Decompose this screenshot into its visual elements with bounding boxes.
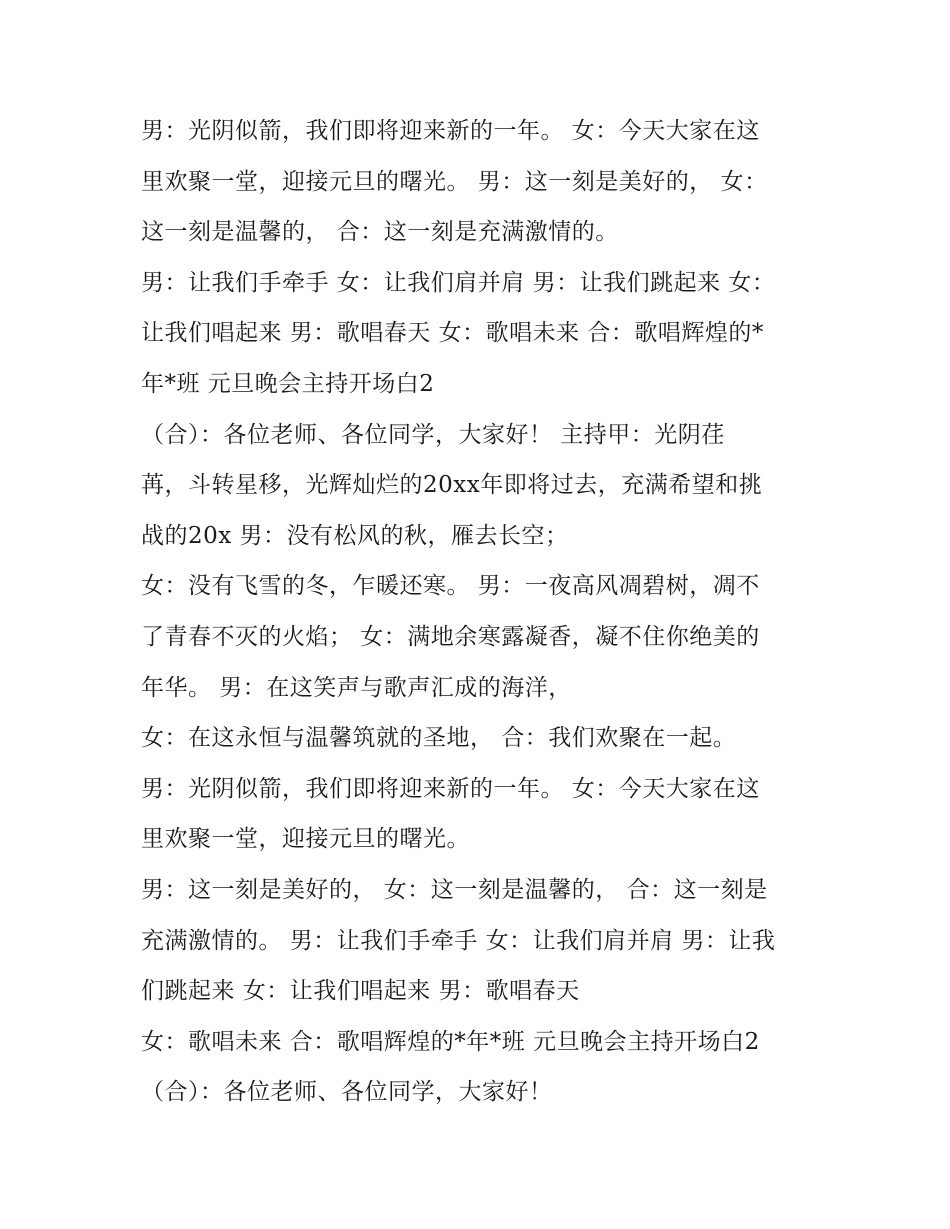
text-line: 里欢聚一堂，迎接元旦的曙光。 男：这一刻是美好的， 女：	[141, 168, 768, 195]
text-line: 年华。 男：在这笑声与歌声汇成的海洋，	[141, 674, 572, 701]
text-line: 女：没有飞雪的冬，乍暖还寒。 男：一夜高风凋碧树，凋不	[141, 573, 760, 600]
text-line: 年*班 元旦晚会主持开场白2	[141, 370, 435, 397]
text-line: 女：在这永恒与温馨筑就的圣地， 合：我们欢聚在一起。	[141, 725, 737, 752]
text-line: 男：光阴似箭，我们即将迎来新的一年。 女：今天大家在这	[141, 775, 760, 802]
text-line: 这一刻是温馨的， 合：这一刻是充满激情的。	[141, 219, 619, 246]
text-line: 男：让我们手牵手 女：让我们肩并肩 男：让我们跳起来 女：	[141, 269, 776, 296]
document-body	[141, 106, 821, 1118]
text-line: 了青春不灭的火焰； 女：满地余寒露凝香，凝不住你绝美的	[141, 623, 760, 650]
text-line: 让我们唱起来 男：歌唱春天 女：歌唱未来 合：歌唱辉煌的*	[141, 320, 764, 347]
text-line: 战的20x 男：没有松风的秋，雁去长空；	[141, 522, 569, 549]
text-line: 充满激情的。 男：让我们手牵手 女：让我们肩并肩 男：让我	[141, 927, 776, 954]
text-line: （合）：各位老师、各位同学，大家好！ 主持甲：光阴荏	[141, 421, 725, 448]
text-line: （合）：各位老师、各位同学，大家好！	[141, 1079, 553, 1106]
text-line: 男：这一刻是美好的， 女：这一刻是温馨的， 合：这一刻是	[141, 876, 768, 903]
text-line: 苒，斗转星移，光辉灿烂的20xx年即将过去，充满希望和挑	[141, 472, 763, 499]
text-line: 男：光阴似箭，我们即将迎来新的一年。 女：今天大家在这	[141, 118, 760, 144]
text-line: 们跳起来 女：让我们唱起来 男：歌唱春天	[141, 978, 580, 1005]
text-line: 女：歌唱未来 合：歌唱辉煌的*年*班 元旦晚会主持开场白2	[141, 1028, 760, 1055]
text-line: 里欢聚一堂，迎接元旦的曙光。	[141, 826, 470, 853]
